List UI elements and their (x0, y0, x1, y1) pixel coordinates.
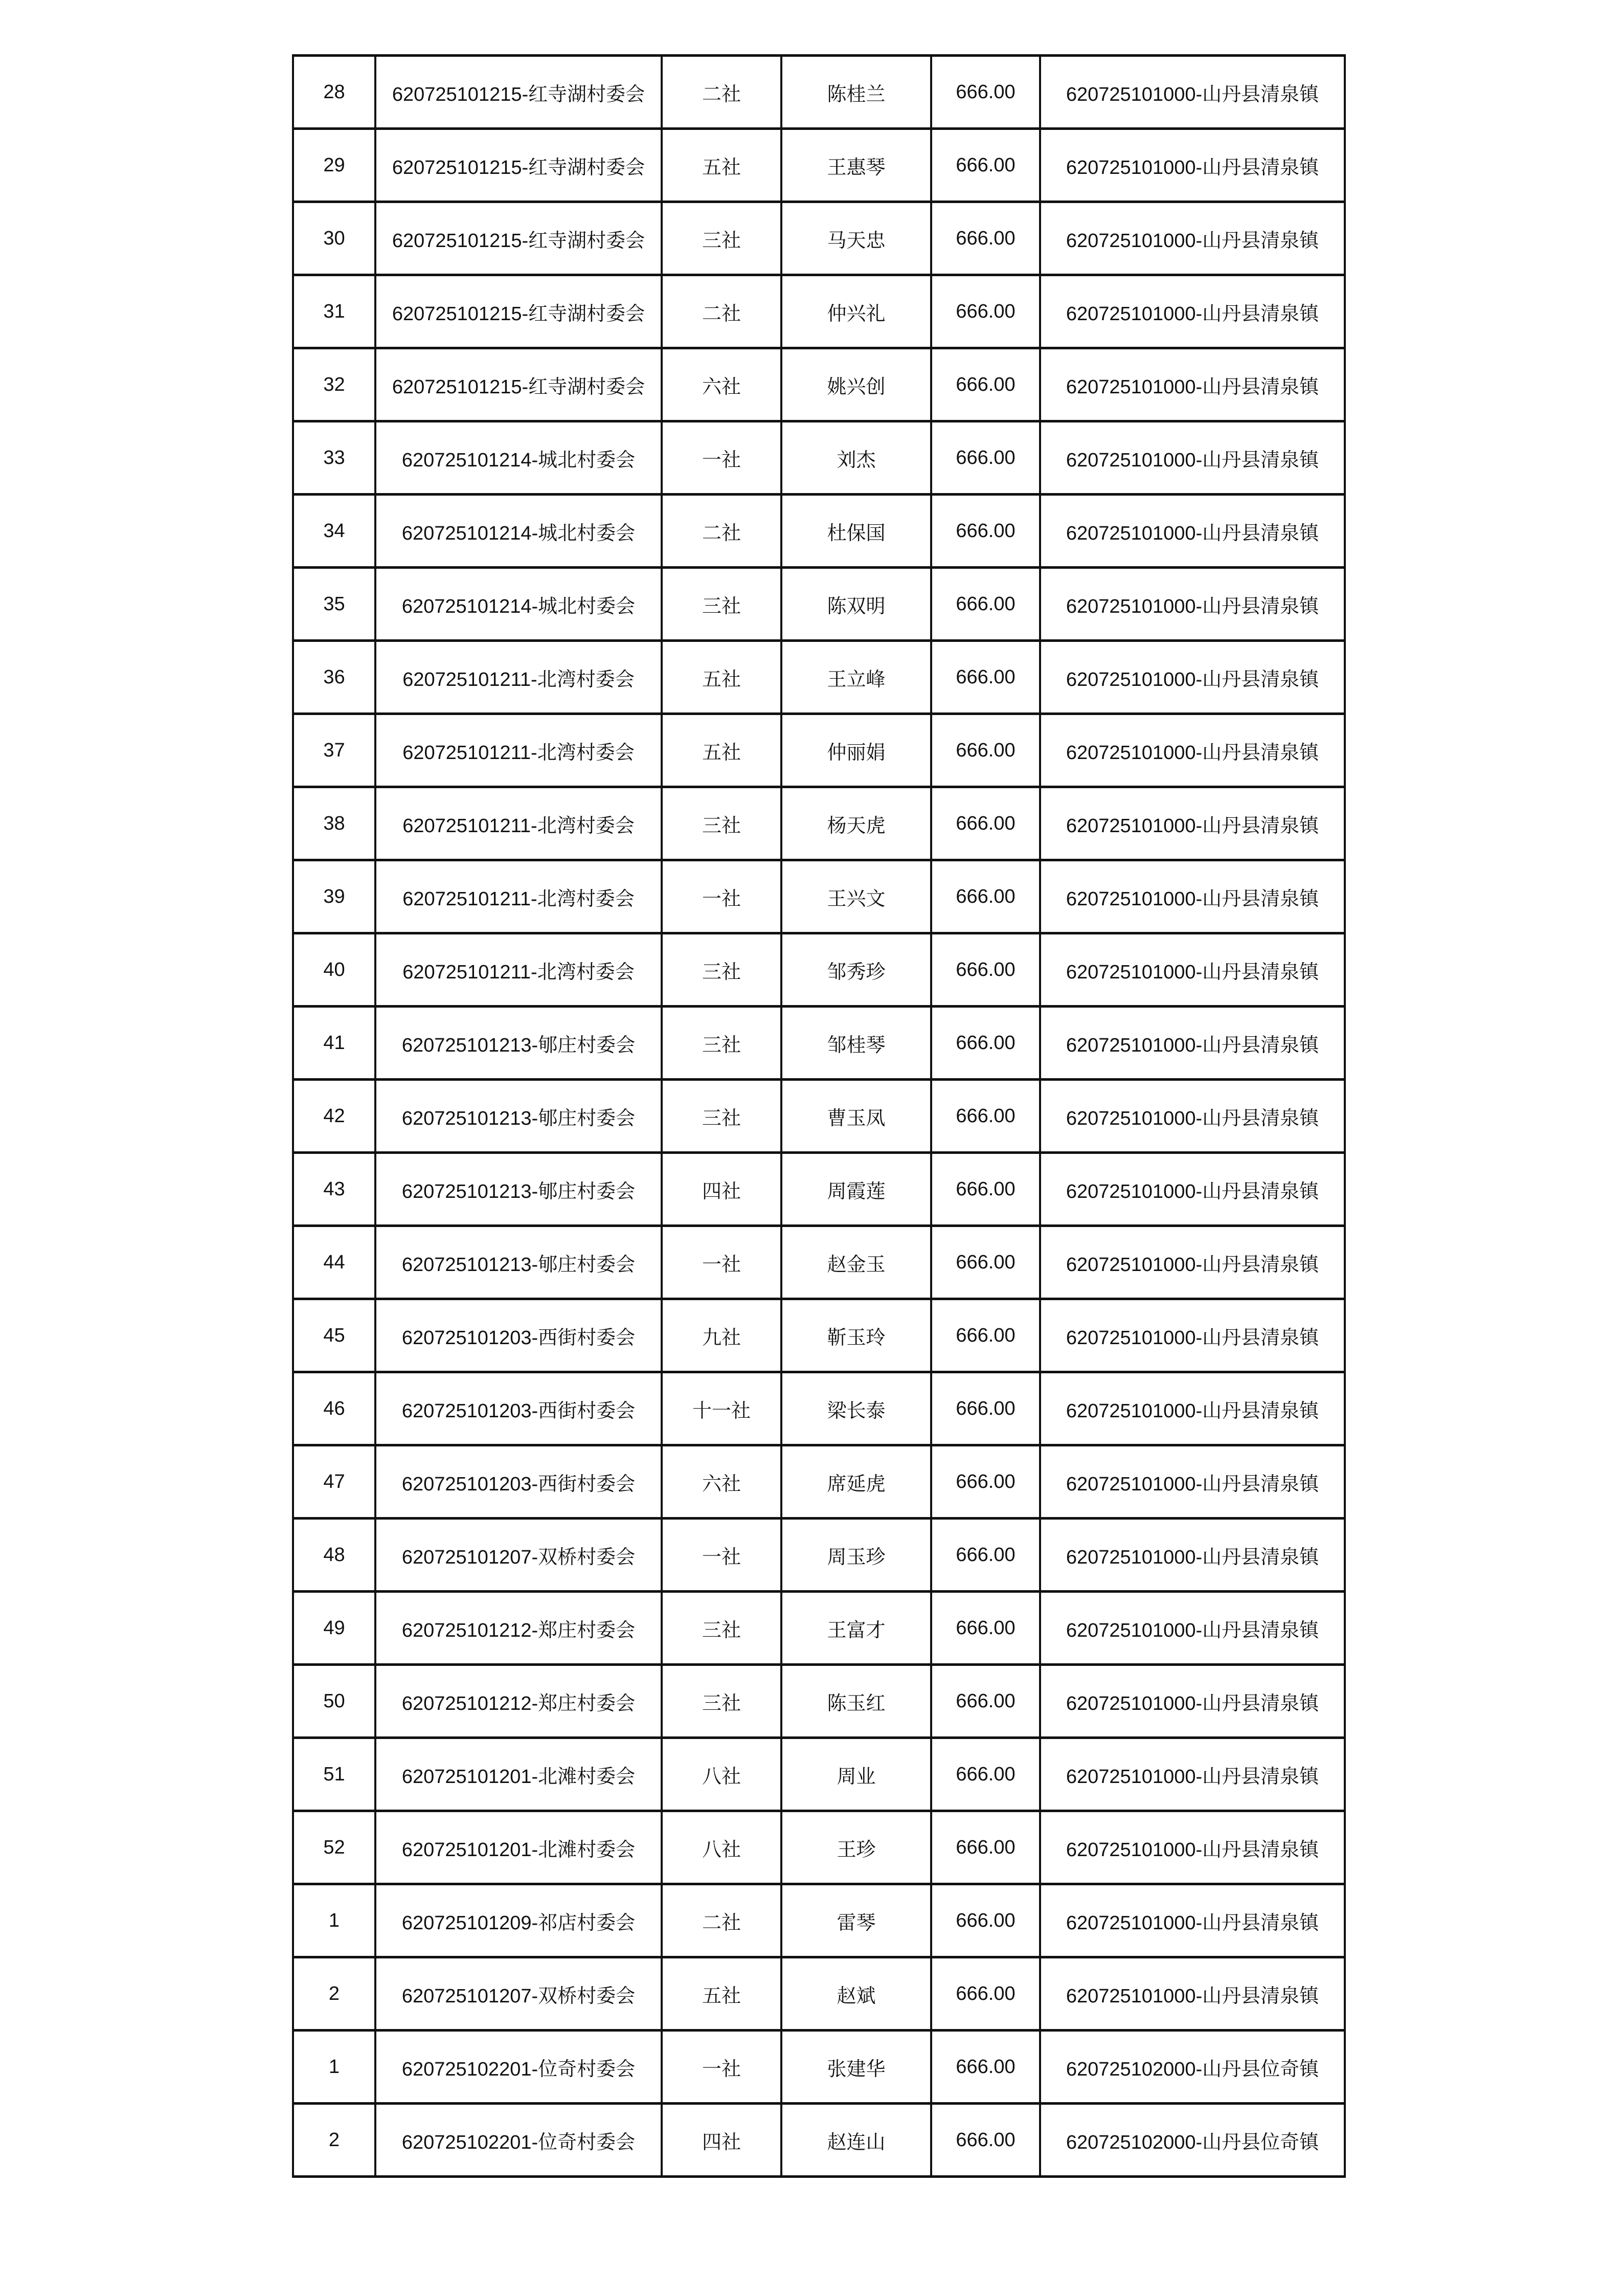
cell-name: 曹玉凤 (781, 1080, 931, 1153)
cell-amount: 666.00 (931, 1372, 1040, 1445)
cell-seq: 49 (293, 1592, 375, 1665)
cell-village: 620725101215-红寺湖村委会 (375, 129, 662, 202)
cell-seq: 29 (293, 129, 375, 202)
table-row (293, 1445, 1345, 1519)
cell-town: 620725101000-山丹县清泉镇 (1040, 1592, 1345, 1665)
table-row (293, 1665, 1345, 1738)
cell-name: 刘杰 (781, 421, 931, 495)
cell-village: 620725101212-郑庄村委会 (375, 1592, 662, 1665)
cell-group: 六社 (662, 348, 781, 421)
cell-name: 邹秀珍 (781, 933, 931, 1007)
cell-village: 620725101215-红寺湖村委会 (375, 275, 662, 348)
cell-town: 620725101000-山丹县清泉镇 (1040, 1153, 1345, 1226)
cell-amount: 666.00 (931, 348, 1040, 421)
table-row (293, 568, 1345, 641)
cell-village: 620725101211-北湾村委会 (375, 860, 662, 933)
cell-group: 三社 (662, 1592, 781, 1665)
cell-group: 二社 (662, 1884, 781, 1957)
cell-town: 620725101000-山丹县清泉镇 (1040, 1226, 1345, 1299)
table-row (293, 129, 1345, 202)
cell-seq: 2 (293, 2104, 375, 2177)
table-row (293, 1007, 1345, 1080)
cell-seq: 51 (293, 1738, 375, 1811)
cell-village: 620725101215-红寺湖村委会 (375, 202, 662, 275)
cell-group: 五社 (662, 641, 781, 714)
cell-name: 周玉珍 (781, 1519, 931, 1592)
cell-name: 陈双明 (781, 568, 931, 641)
cell-amount: 666.00 (931, 56, 1040, 129)
cell-village: 620725102201-位奇村委会 (375, 2104, 662, 2177)
table-row (293, 2031, 1345, 2104)
cell-amount: 666.00 (931, 1592, 1040, 1665)
cell-town: 620725101000-山丹县清泉镇 (1040, 641, 1345, 714)
cell-group: 三社 (662, 787, 781, 860)
cell-amount: 666.00 (931, 495, 1040, 568)
cell-name: 姚兴创 (781, 348, 931, 421)
cell-group: 四社 (662, 2104, 781, 2177)
cell-group: 五社 (662, 714, 781, 787)
table-row (293, 1299, 1345, 1372)
cell-name: 王惠琴 (781, 129, 931, 202)
cell-name: 张建华 (781, 2031, 931, 2104)
cell-village: 620725101201-北滩村委会 (375, 1811, 662, 1884)
table-row (293, 1226, 1345, 1299)
cell-village: 620725101215-红寺湖村委会 (375, 56, 662, 129)
cell-amount: 666.00 (931, 787, 1040, 860)
cell-village: 620725101211-北湾村委会 (375, 787, 662, 860)
cell-village: 620725101213-郇庄村委会 (375, 1080, 662, 1153)
table-row (293, 275, 1345, 348)
cell-seq: 1 (293, 2031, 375, 2104)
cell-seq: 1 (293, 1884, 375, 1957)
table-row (293, 1372, 1345, 1445)
cell-group: 一社 (662, 2031, 781, 2104)
table-row (293, 1153, 1345, 1226)
cell-name: 周业 (781, 1738, 931, 1811)
table-row (293, 1592, 1345, 1665)
subsidy-roster-table (292, 54, 1346, 2178)
table-row (293, 933, 1345, 1007)
cell-group: 二社 (662, 56, 781, 129)
cell-town: 620725101000-山丹县清泉镇 (1040, 1738, 1345, 1811)
table-row (293, 56, 1345, 129)
cell-town: 620725101000-山丹县清泉镇 (1040, 1665, 1345, 1738)
cell-seq: 52 (293, 1811, 375, 1884)
cell-seq: 46 (293, 1372, 375, 1445)
cell-seq: 42 (293, 1080, 375, 1153)
cell-name: 陈桂兰 (781, 56, 931, 129)
cell-village: 620725101203-西街村委会 (375, 1372, 662, 1445)
cell-town: 620725101000-山丹县清泉镇 (1040, 1957, 1345, 2031)
cell-seq: 36 (293, 641, 375, 714)
cell-group: 九社 (662, 1299, 781, 1372)
table-row (293, 495, 1345, 568)
table-row (293, 1519, 1345, 1592)
cell-name: 仲兴礼 (781, 275, 931, 348)
cell-amount: 666.00 (931, 2104, 1040, 2177)
cell-name: 赵斌 (781, 1957, 931, 2031)
table-row (293, 202, 1345, 275)
cell-village: 620725101215-红寺湖村委会 (375, 348, 662, 421)
cell-village: 620725101213-郇庄村委会 (375, 1226, 662, 1299)
table-row (293, 787, 1345, 860)
cell-town: 620725101000-山丹县清泉镇 (1040, 495, 1345, 568)
cell-group: 三社 (662, 1007, 781, 1080)
cell-amount: 666.00 (931, 933, 1040, 1007)
cell-village: 620725101211-北湾村委会 (375, 641, 662, 714)
cell-amount: 666.00 (931, 1519, 1040, 1592)
cell-amount: 666.00 (931, 1080, 1040, 1153)
cell-town: 620725101000-山丹县清泉镇 (1040, 933, 1345, 1007)
cell-group: 五社 (662, 129, 781, 202)
cell-town: 620725101000-山丹县清泉镇 (1040, 1811, 1345, 1884)
cell-town: 620725101000-山丹县清泉镇 (1040, 568, 1345, 641)
cell-town: 620725101000-山丹县清泉镇 (1040, 787, 1345, 860)
table-row (293, 1811, 1345, 1884)
cell-seq: 47 (293, 1445, 375, 1519)
cell-village: 620725101213-郇庄村委会 (375, 1153, 662, 1226)
table-row (293, 714, 1345, 787)
cell-town: 620725102000-山丹县位奇镇 (1040, 2031, 1345, 2104)
cell-amount: 666.00 (931, 714, 1040, 787)
cell-town: 620725101000-山丹县清泉镇 (1040, 1299, 1345, 1372)
cell-village: 620725101213-郇庄村委会 (375, 1007, 662, 1080)
cell-name: 王珍 (781, 1811, 931, 1884)
cell-village: 620725101214-城北村委会 (375, 568, 662, 641)
cell-town: 620725101000-山丹县清泉镇 (1040, 129, 1345, 202)
cell-seq: 32 (293, 348, 375, 421)
cell-town: 620725102000-山丹县位奇镇 (1040, 2104, 1345, 2177)
cell-seq: 48 (293, 1519, 375, 1592)
cell-group: 五社 (662, 1957, 781, 2031)
cell-village: 620725102201-位奇村委会 (375, 2031, 662, 2104)
cell-town: 620725101000-山丹县清泉镇 (1040, 1519, 1345, 1592)
cell-town: 620725101000-山丹县清泉镇 (1040, 714, 1345, 787)
table-row (293, 1738, 1345, 1811)
cell-name: 王富才 (781, 1592, 931, 1665)
cell-name: 靳玉玲 (781, 1299, 931, 1372)
cell-seq: 45 (293, 1299, 375, 1372)
cell-group: 三社 (662, 1080, 781, 1153)
cell-village: 620725101203-西街村委会 (375, 1299, 662, 1372)
cell-name: 仲丽娟 (781, 714, 931, 787)
cell-amount: 666.00 (931, 1811, 1040, 1884)
cell-group: 六社 (662, 1445, 781, 1519)
cell-name: 周霞莲 (781, 1153, 931, 1226)
cell-amount: 666.00 (931, 1007, 1040, 1080)
cell-seq: 40 (293, 933, 375, 1007)
cell-group: 二社 (662, 275, 781, 348)
cell-name: 马天忠 (781, 202, 931, 275)
table-row (293, 2104, 1345, 2177)
cell-name: 邹桂琴 (781, 1007, 931, 1080)
cell-name: 雷琴 (781, 1884, 931, 1957)
cell-name: 梁长泰 (781, 1372, 931, 1445)
cell-seq: 2 (293, 1957, 375, 2031)
cell-town: 620725101000-山丹县清泉镇 (1040, 1372, 1345, 1445)
cell-group: 三社 (662, 202, 781, 275)
cell-seq: 28 (293, 56, 375, 129)
cell-group: 十一社 (662, 1372, 781, 1445)
cell-seq: 35 (293, 568, 375, 641)
cell-name: 陈玉红 (781, 1665, 931, 1738)
cell-seq: 43 (293, 1153, 375, 1226)
table-row (293, 860, 1345, 933)
cell-amount: 666.00 (931, 1445, 1040, 1519)
cell-name: 赵金玉 (781, 1226, 931, 1299)
cell-amount: 666.00 (931, 1738, 1040, 1811)
cell-amount: 666.00 (931, 1299, 1040, 1372)
cell-village: 620725101207-双桥村委会 (375, 1519, 662, 1592)
cell-seq: 50 (293, 1665, 375, 1738)
cell-town: 620725101000-山丹县清泉镇 (1040, 421, 1345, 495)
cell-town: 620725101000-山丹县清泉镇 (1040, 202, 1345, 275)
cell-group: 八社 (662, 1738, 781, 1811)
table-row (293, 1957, 1345, 2031)
cell-town: 620725101000-山丹县清泉镇 (1040, 275, 1345, 348)
cell-seq: 33 (293, 421, 375, 495)
cell-amount: 666.00 (931, 421, 1040, 495)
cell-amount: 666.00 (931, 202, 1040, 275)
cell-village: 620725101201-北滩村委会 (375, 1738, 662, 1811)
table-row (293, 1080, 1345, 1153)
cell-town: 620725101000-山丹县清泉镇 (1040, 1080, 1345, 1153)
table-row (293, 641, 1345, 714)
cell-village: 620725101203-西街村委会 (375, 1445, 662, 1519)
cell-village: 620725101214-城北村委会 (375, 495, 662, 568)
cell-name: 杜保国 (781, 495, 931, 568)
cell-village: 620725101211-北湾村委会 (375, 714, 662, 787)
cell-village: 620725101212-郑庄村委会 (375, 1665, 662, 1738)
cell-group: 一社 (662, 1226, 781, 1299)
cell-village: 620725101214-城北村委会 (375, 421, 662, 495)
cell-name: 赵连山 (781, 2104, 931, 2177)
cell-group: 一社 (662, 860, 781, 933)
cell-amount: 666.00 (931, 2031, 1040, 2104)
cell-seq: 31 (293, 275, 375, 348)
cell-group: 一社 (662, 421, 781, 495)
table-row (293, 348, 1345, 421)
cell-group: 三社 (662, 568, 781, 641)
cell-seq: 34 (293, 495, 375, 568)
cell-group: 一社 (662, 1519, 781, 1592)
cell-seq: 38 (293, 787, 375, 860)
cell-seq: 39 (293, 860, 375, 933)
cell-town: 620725101000-山丹县清泉镇 (1040, 56, 1345, 129)
cell-group: 三社 (662, 1665, 781, 1738)
cell-name: 王立峰 (781, 641, 931, 714)
cell-group: 四社 (662, 1153, 781, 1226)
cell-group: 二社 (662, 495, 781, 568)
cell-village: 620725101209-祁店村委会 (375, 1884, 662, 1957)
cell-seq: 44 (293, 1226, 375, 1299)
cell-amount: 666.00 (931, 275, 1040, 348)
cell-amount: 666.00 (931, 641, 1040, 714)
cell-amount: 666.00 (931, 129, 1040, 202)
table-row (293, 421, 1345, 495)
cell-amount: 666.00 (931, 860, 1040, 933)
cell-seq: 30 (293, 202, 375, 275)
cell-amount: 666.00 (931, 1153, 1040, 1226)
cell-seq: 41 (293, 1007, 375, 1080)
cell-name: 席延虎 (781, 1445, 931, 1519)
cell-amount: 666.00 (931, 568, 1040, 641)
cell-village: 620725101211-北湾村委会 (375, 933, 662, 1007)
cell-seq: 37 (293, 714, 375, 787)
cell-amount: 666.00 (931, 1226, 1040, 1299)
cell-group: 三社 (662, 933, 781, 1007)
roster-body (293, 56, 1345, 2177)
cell-town: 620725101000-山丹县清泉镇 (1040, 1884, 1345, 1957)
cell-town: 620725101000-山丹县清泉镇 (1040, 348, 1345, 421)
cell-name: 王兴文 (781, 860, 931, 933)
cell-town: 620725101000-山丹县清泉镇 (1040, 860, 1345, 933)
cell-group: 八社 (662, 1811, 781, 1884)
cell-amount: 666.00 (931, 1884, 1040, 1957)
table-row (293, 1884, 1345, 1957)
cell-amount: 666.00 (931, 1665, 1040, 1738)
cell-village: 620725101207-双桥村委会 (375, 1957, 662, 2031)
cell-town: 620725101000-山丹县清泉镇 (1040, 1007, 1345, 1080)
cell-town: 620725101000-山丹县清泉镇 (1040, 1445, 1345, 1519)
cell-name: 杨天虎 (781, 787, 931, 860)
cell-amount: 666.00 (931, 1957, 1040, 2031)
